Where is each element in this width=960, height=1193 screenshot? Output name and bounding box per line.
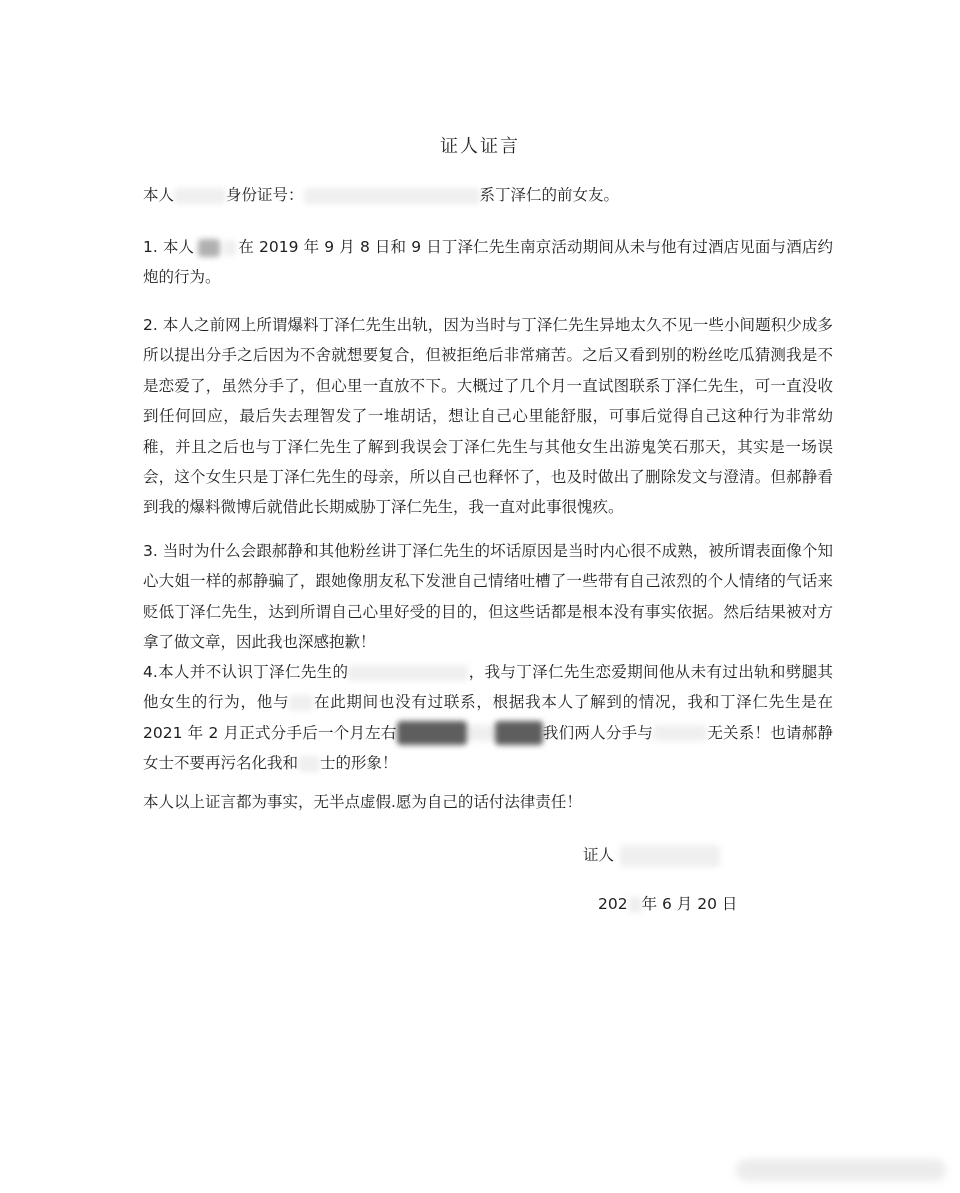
date-rest: 年 6 月 20 日	[641, 895, 738, 913]
p4-part-f: 士的形象！	[320, 754, 398, 773]
p1-start: 1. 本人	[143, 238, 195, 256]
p4-part-e: 无关系！也请郝静女士不要再污名化我和	[143, 723, 833, 773]
p4-part-a: 4.本人并不认识丁泽仁先生的	[143, 663, 349, 681]
date-line	[598, 892, 737, 914]
paragraph-1	[143, 232, 833, 293]
redacted-text	[467, 725, 495, 741]
redacted-text	[495, 721, 543, 745]
redacted-name	[174, 188, 226, 204]
redacted-name	[653, 725, 707, 741]
p4-part-d: 我们两人分手与	[542, 723, 654, 742]
intro-line	[143, 185, 843, 205]
p4-part-c: 在此期间也没有过联系，根据我本人了解到的情况，我和丁泽仁先生是在 2021 年 2 月正式分手后一个月左右	[143, 693, 833, 742]
date-year-prefix: 202	[598, 895, 628, 913]
id-label: 身份证号：	[226, 186, 304, 204]
p1-rest: 在 2019 年 9 月 8 日和 9 日丁泽仁先生南京活动期间从未与他有过酒店见面与酒店约炮的行为。	[143, 238, 833, 287]
redacted-year-digit	[628, 897, 642, 913]
intro-prefix: 本人	[143, 186, 175, 204]
closing-statement: 本人以上证言都为事实，无半点虚假.愿为自己的话付法律责任！	[143, 793, 582, 811]
paragraph-4	[143, 657, 833, 779]
paragraph-3: 3. 当时为什么会跟郝静和其他粉丝讲丁泽仁先生的坏话原因是当时内心很不成熟，被所谓表面像个知心大姐一样的郝静骗了，跟她像朋友私下发泄自己情绪吐槽了一些带有自己浓烈的个人情绪的气话来贬低丁泽仁先生，达到所谓自己心里好受的目的，但这些话都是根本没有事实依据。然后结果被对方拿了做文章，因此我也深感抱歉！	[143, 542, 833, 652]
paragraph-2: 2. 本人之前网上所谓爆料丁泽仁先生出轨，因为当时与丁泽仁先生异地太久不见一些小间题积少成多所以提出分手之后因为不舍就想要复合，但被拒绝后非常痛苦。之后又看到别的粉丝吃瓜猜测我是不是恋爱了，虽然分手了，但心里一直放不下。大概过了几个月一直试图联系丁泽仁先生，可一直没收到任何回应，最后失去理智发了一堆胡话，想让自己心里能舒服，可事后觉得自己这种行为非常幼稚，并且之后也与丁泽仁先生了解到我误会丁泽仁先生与其他女生出游鬼笑石那天，其实是一场误会，这个女生只是丁泽仁先生的母亲，所以自己也释怀了，也及时做出了删除发文与澄清。但郝静看到我的爆料微博后就借此长期威胁丁泽仁先生，我一直对此事很愧疚。	[143, 316, 833, 517]
redacted-name	[298, 756, 320, 772]
redacted-text	[397, 721, 467, 745]
signature-line	[583, 843, 720, 867]
redacted-signature	[620, 845, 720, 867]
redacted-name-tail	[224, 240, 236, 256]
document-title: 证人证言	[440, 136, 520, 157]
p4-part-b: ，我与丁泽仁先生恋爱期间他从未有过出轨和劈腿其他女生的行为，他与	[143, 663, 833, 712]
redacted-name	[348, 665, 468, 681]
redacted-name	[198, 239, 220, 257]
redacted-id-number	[304, 188, 480, 204]
signature-label: 证人	[583, 846, 615, 864]
intro-suffix: 系丁泽仁的前女友。	[479, 186, 620, 204]
redacted-name	[289, 695, 313, 711]
blurred-watermark	[736, 1159, 946, 1181]
